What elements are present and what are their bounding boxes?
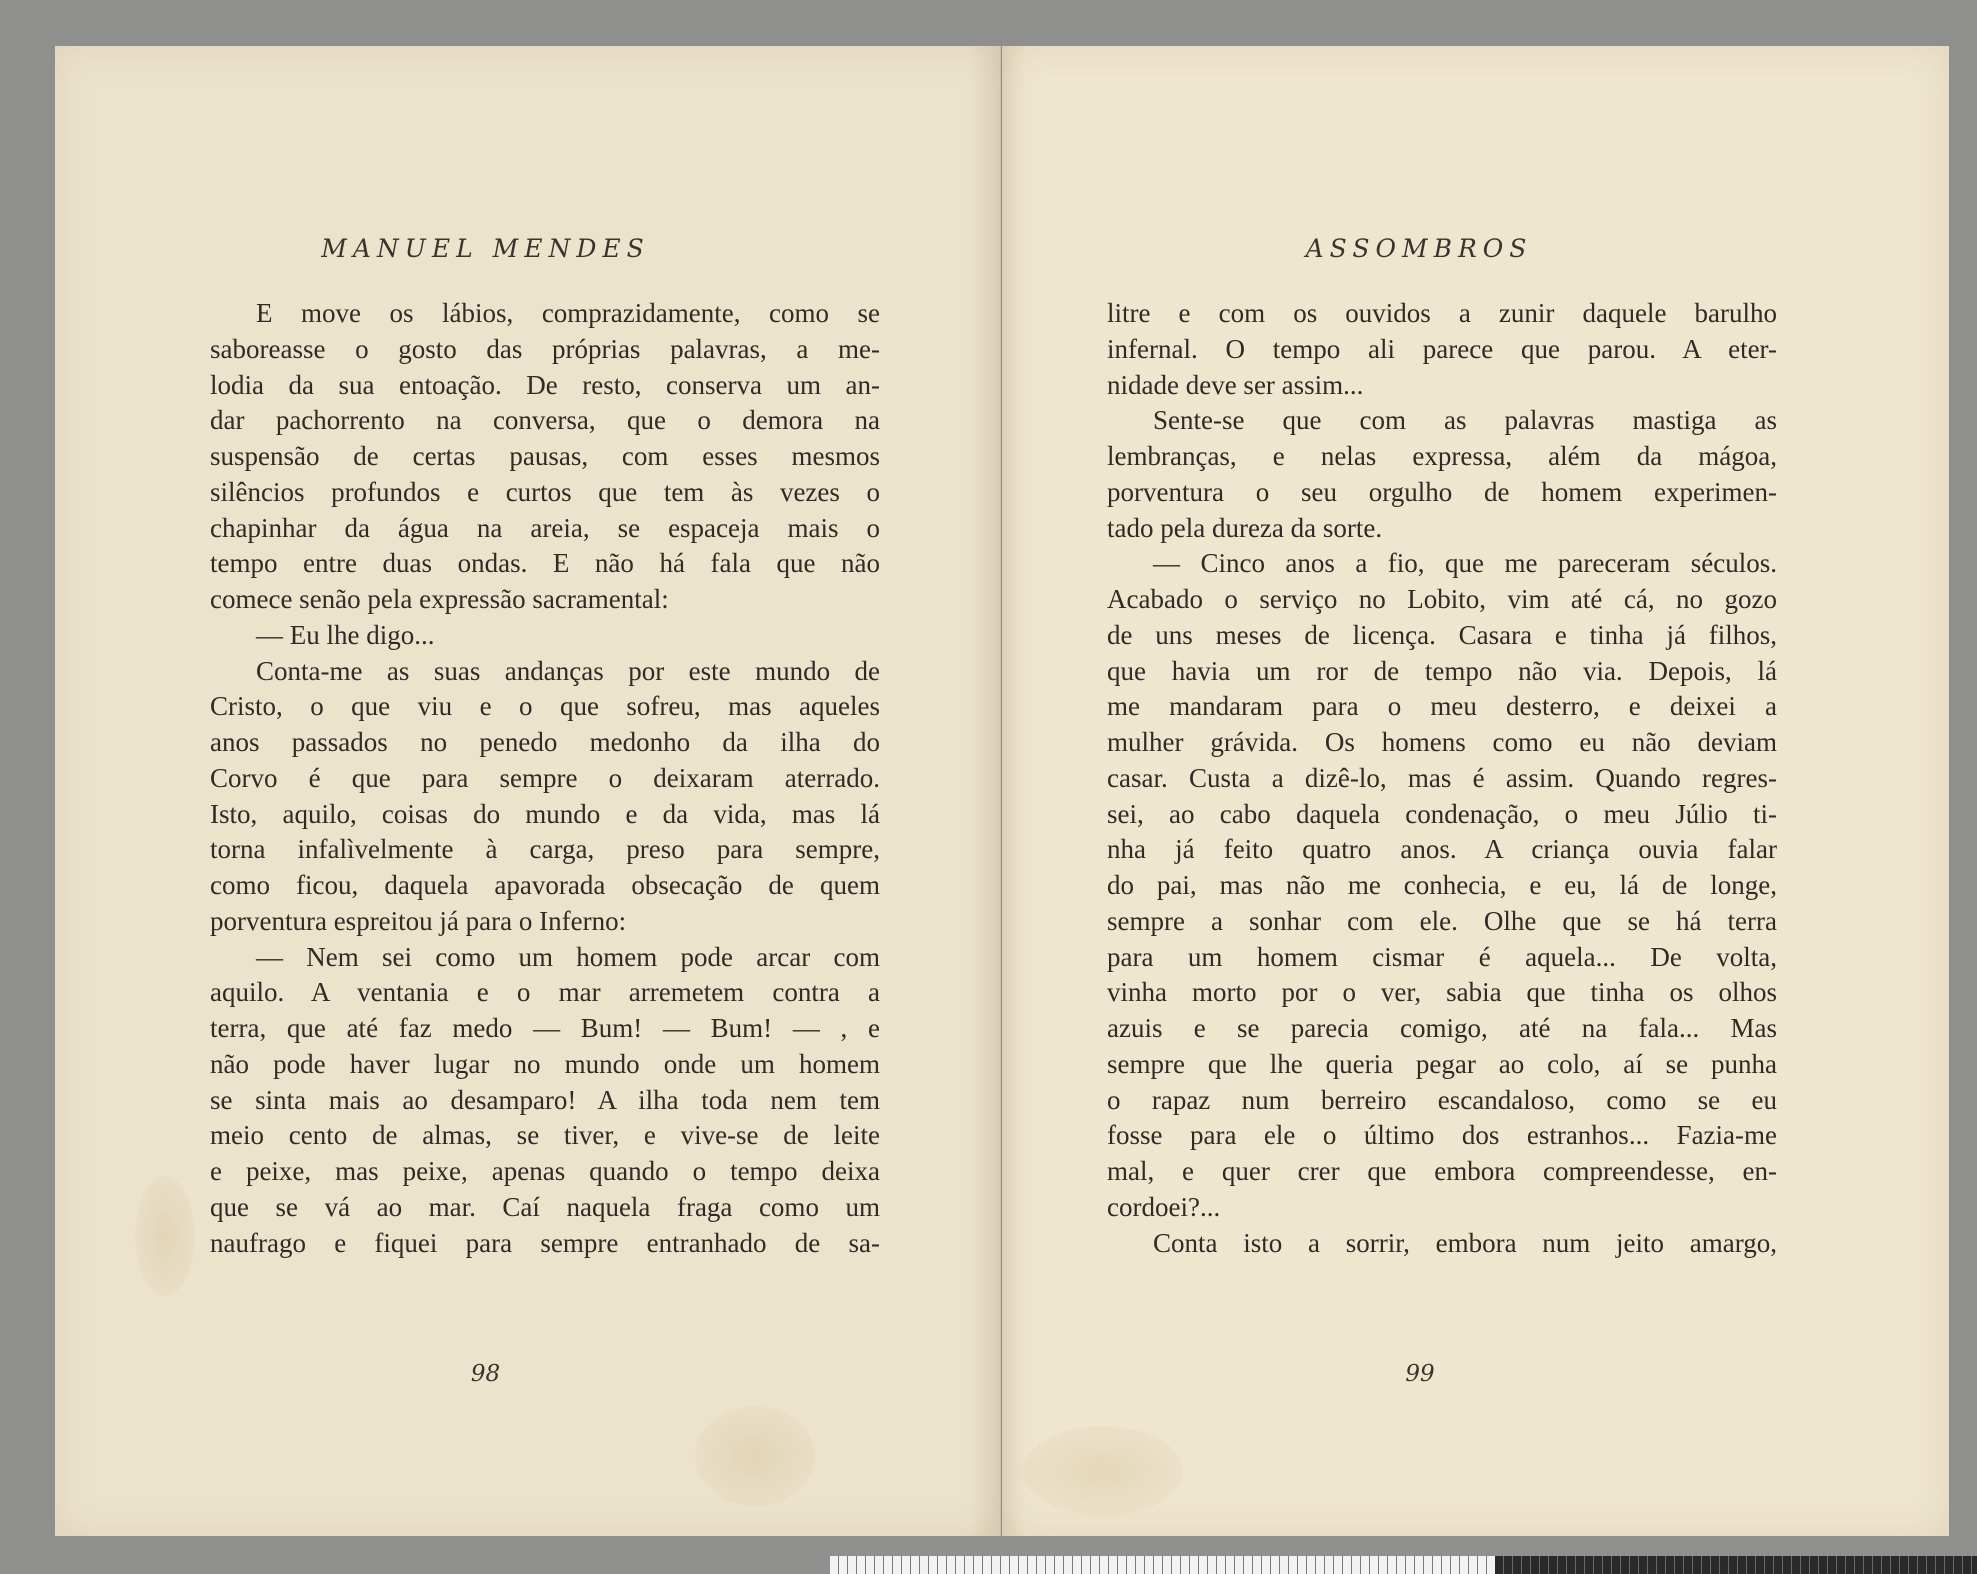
text-line: Isto, aquilo, coisas do mundo e da vida, mas lá xyxy=(210,798,880,829)
text-line: para um homem cismar é aquela... De volta, xyxy=(1107,941,1777,972)
text-line: saboreasse o gosto das próprias palavras, a me- xyxy=(210,333,880,364)
text-line: Sente-se que com as palavras mastiga as xyxy=(1153,405,1777,436)
text-line: tempo entre duas ondas. E não há fala que não xyxy=(210,548,880,579)
text-line: E move os lábios, comprazidamente, como se xyxy=(256,298,880,328)
text-line: aquilo. A ventania e o mar arremetem contra a xyxy=(210,977,880,1008)
text-line: meio cento de almas, se tiver, e vive-se de leite xyxy=(210,1120,880,1151)
text-line: Acabado o serviço no Lobito, vim até cá, no gozo xyxy=(1107,584,1777,614)
text-line: Conta-me as suas andanças por este mundo de xyxy=(256,655,880,686)
gutter-shadow xyxy=(970,46,1000,1536)
text-line: lodia da sua entoação. De resto, conserva um an- xyxy=(210,369,880,400)
text-line: como ficou, daquela apavorada obsecação de quem xyxy=(210,870,880,900)
text-line: se sinta mais ao desamparo! A ilha toda nem tem xyxy=(210,1084,880,1115)
text-line: que se vá ao mar. Caí naquela fraga como um xyxy=(210,1191,880,1222)
text-line: mal, e quer crer que embora compreendesse, en- xyxy=(1107,1156,1777,1186)
text-line: infernal. O tempo ali parece que parou. A eter- xyxy=(1107,333,1777,364)
text-line: fosse para ele o último dos estranhos... Fazia-me xyxy=(1107,1120,1777,1151)
text-line: que havia um ror de tempo não via. Depois, lá xyxy=(1107,655,1777,686)
text-line: — Eu lhe digo... xyxy=(256,619,435,650)
text-line: cordoei?... xyxy=(1107,1191,1221,1222)
paper-stain xyxy=(135,1176,195,1296)
text-line: litre e com os ouvidos a zunir daquele barulho xyxy=(1107,298,1777,328)
right-page-text xyxy=(1107,296,1777,1261)
text-line: mulher grávida. Os homens como eu não deviam xyxy=(1107,727,1777,757)
text-line: — Cinco anos a fio, que me pareceram séculos. xyxy=(1153,548,1777,579)
left-page-text xyxy=(210,296,880,1261)
text-line: me mandaram para o meu desterro, e deixei a xyxy=(1107,691,1777,722)
text-line: nha já feito quatro anos. A criança ouvia falar xyxy=(1107,834,1777,865)
text-line: porventura o seu orgulho de homem experimen- xyxy=(1107,476,1777,507)
text-line: casar. Custa a dizê-lo, mas é assim. Quando regres- xyxy=(1107,762,1777,793)
text-line: e peixe, mas peixe, apenas quando o tempo deixa xyxy=(210,1156,880,1186)
text-line: chapinhar da água na areia, se espaceja mais o xyxy=(210,512,880,543)
text-line: terra, que até faz medo — Bum! — Bum! — , e xyxy=(210,1013,880,1043)
text-line: silêncios profundos e curtos que tem às vezes o xyxy=(210,476,880,507)
text-line: Cristo, o que viu e o que sofreu, mas aqueles xyxy=(210,691,880,722)
text-line: lembranças, e nelas expressa, além da mágoa, xyxy=(1107,441,1777,471)
text-line: dar pachorrento na conversa, que o demora na xyxy=(210,405,880,436)
running-head-right: ASSOMBROS xyxy=(1305,234,1533,263)
text-line: anos passados no penedo medonho da ilha do xyxy=(210,727,880,757)
right-page xyxy=(1002,46,1949,1536)
left-page xyxy=(55,46,1001,1536)
paper-stain xyxy=(1023,1426,1183,1516)
text-line: do pai, mas não me conhecia, e eu, lá de longe, xyxy=(1107,870,1777,900)
text-line: azuis e se parecia comigo, até na fala... Mas xyxy=(1107,1013,1777,1043)
running-head-left: MANUEL MENDES xyxy=(321,234,650,263)
text-line: comece senão pela expressão sacramental: xyxy=(210,584,669,614)
paper-stain xyxy=(695,1406,815,1506)
text-line: sei, ao cabo daquela condenação, o meu Júlio ti- xyxy=(1107,798,1777,829)
text-line: tado pela dureza da sorte. xyxy=(1107,512,1383,543)
page-number-left: 98 xyxy=(470,1361,501,1387)
page-number-right: 99 xyxy=(1405,1361,1435,1387)
text-line: Corvo é que para sempre o deixaram aterrado. xyxy=(210,762,880,793)
text-line: vinha morto por o ver, sabia que tinha os olhos xyxy=(1107,977,1777,1008)
text-line: sempre que lhe queria pegar ao colo, aí se punha xyxy=(1107,1048,1777,1079)
text-line: — Nem sei como um homem pode arcar com xyxy=(256,941,880,972)
text-line: porventura espreitou já para o Inferno: xyxy=(210,905,627,936)
text-line: de uns meses de licença. Casara e tinha já filhos, xyxy=(1107,619,1777,650)
text-line: o rapaz num berreiro escandaloso, como se eu xyxy=(1107,1084,1777,1115)
text-line: suspensão de certas pausas, com esses mesmos xyxy=(210,441,880,471)
text-line: torna infalìvelmente à carga, preso para sempre, xyxy=(210,834,880,865)
text-line: Conta isto a sorrir, embora num jeito amargo, xyxy=(1153,1227,1777,1258)
text-line: sempre a sonhar com ele. Olhe que se há terra xyxy=(1107,905,1777,936)
gutter-shadow xyxy=(1003,46,1025,1536)
text-line: naufrago e fiquei para sempre entranhado de sa- xyxy=(210,1227,880,1258)
text-line: nidade deve ser assim... xyxy=(1107,369,1364,400)
scan-ruler-dark-segment xyxy=(1495,1556,1977,1574)
text-line: não pode haver lugar no mundo onde um homem xyxy=(210,1048,880,1079)
